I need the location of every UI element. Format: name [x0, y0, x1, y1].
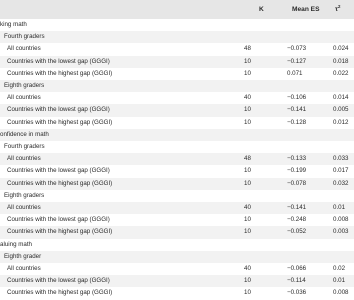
table-row	[0, 214, 354, 226]
row-label: Eighth grader	[4, 252, 42, 260]
cell-k: 10	[244, 106, 251, 114]
cell-k: 40	[244, 204, 251, 211]
cell-tau-squared: 0.01	[333, 204, 346, 211]
cell-k: 40	[244, 94, 251, 102]
header-tau-exponent: 2	[337, 3, 341, 9]
table-row	[0, 178, 354, 190]
row-label: Countries with the highest gap (GGGI)	[7, 179, 113, 187]
cell-k: 10	[244, 289, 251, 297]
cell-tau-squared: 0.003	[333, 228, 349, 236]
cell-mean-es: −0.078	[287, 179, 307, 187]
row-label: Countries with the lowest gap (GGGI)	[7, 167, 110, 175]
cell-mean-es: −0.114	[287, 277, 306, 285]
row-label: All countries	[7, 45, 41, 53]
cell-k: 48	[244, 155, 251, 163]
cell-tau-squared: 0.02	[333, 265, 346, 272]
row-label: Countries with the lowest gap (GGGI)	[7, 277, 110, 285]
cell-tau-squared: 0.018	[333, 57, 349, 65]
table-row	[0, 43, 354, 55]
row-label: aluing math	[0, 240, 32, 248]
row-label: king math	[0, 21, 27, 28]
section-row	[0, 129, 354, 141]
row-label: All countries	[7, 204, 41, 211]
cell-mean-es: −0.248	[287, 216, 307, 224]
cell-mean-es: 0.071	[287, 69, 303, 77]
cell-tau-squared: 0.012	[333, 118, 349, 126]
row-label: Eighth graders	[4, 82, 45, 89]
table-row	[0, 287, 354, 299]
header-k: K	[259, 6, 264, 13]
cell-tau-squared: 0.033	[333, 155, 349, 163]
row-label: All countries	[7, 155, 41, 163]
cell-tau-squared: 0.024	[333, 45, 349, 53]
section-row	[0, 239, 354, 251]
cell-k: 10	[244, 118, 251, 126]
table-row	[0, 104, 354, 116]
row-label: Eighth graders	[4, 191, 45, 199]
cell-mean-es: −0.073	[287, 45, 307, 53]
table-row	[0, 226, 354, 238]
row-label: Countries with the highest gap (GGGI)	[7, 289, 113, 297]
section-row	[0, 19, 354, 31]
row-label: All countries	[7, 94, 41, 102]
row-label: Fourth graders	[4, 143, 45, 150]
subsection-row	[0, 31, 354, 43]
table-row	[0, 165, 354, 177]
cell-k: 40	[244, 265, 251, 272]
cell-mean-es: −0.128	[287, 118, 307, 126]
header-tau-symbol: τ	[335, 6, 338, 13]
cell-tau-squared: 0.008	[333, 289, 349, 297]
cell-tau-squared: 0.014	[333, 94, 349, 102]
row-label: All countries	[7, 265, 41, 272]
cell-k: 10	[244, 167, 251, 175]
subsection-row	[0, 251, 354, 263]
row-label: Fourth graders	[4, 33, 45, 41]
cell-mean-es: −0.127	[287, 57, 307, 65]
table-row	[0, 56, 354, 68]
cell-mean-es: −0.141	[287, 106, 307, 114]
cell-tau-squared: 0.008	[333, 216, 349, 224]
row-label: onfidence in math	[0, 130, 49, 138]
table-row	[0, 92, 354, 104]
cell-mean-es: −0.141	[287, 204, 307, 211]
cell-k: 48	[244, 45, 251, 53]
cell-mean-es: −0.066	[287, 265, 307, 272]
cell-k: 10	[244, 228, 251, 236]
cell-mean-es: −0.106	[287, 94, 307, 102]
row-label: Countries with the lowest gap (GGGI)	[7, 216, 110, 224]
cell-tau-squared: 0.022	[333, 69, 349, 77]
header-mean-es: Mean ES	[292, 6, 320, 13]
row-label: Countries with the lowest gap (GGGI)	[7, 106, 110, 114]
table-row	[0, 117, 354, 129]
cell-k: 10	[244, 57, 251, 65]
row-label: Countries with the lowest gap (GGGI)	[7, 57, 110, 65]
table-row	[0, 153, 354, 165]
subsection-row	[0, 190, 354, 202]
table-row	[0, 202, 354, 214]
cell-tau-squared: 0.017	[333, 167, 349, 175]
cell-tau-squared: 0.032	[333, 179, 349, 187]
header-tau-squared	[335, 0, 340, 19]
cell-mean-es: −0.036	[287, 289, 307, 297]
cell-k: 10	[244, 179, 251, 187]
cell-k: 10	[244, 216, 251, 224]
row-label: Countries with the highest gap (GGGI)	[7, 69, 113, 77]
cell-k: 10	[244, 69, 251, 77]
table-header	[0, 0, 354, 19]
cell-k: 10	[244, 277, 251, 285]
cell-mean-es: −0.052	[287, 228, 307, 236]
cell-tau-squared: 0.01	[333, 277, 346, 285]
table-row	[0, 275, 354, 287]
row-label: Countries with the highest gap (GGGI)	[7, 228, 113, 236]
cell-mean-es: −0.199	[287, 167, 307, 175]
row-label: Countries with the highest gap (GGGI)	[7, 118, 113, 126]
cell-tau-squared: 0.005	[333, 106, 349, 114]
table-row	[0, 263, 354, 275]
subsection-row	[0, 141, 354, 153]
subsection-row	[0, 80, 354, 92]
cell-mean-es: −0.133	[287, 155, 307, 163]
table-row	[0, 68, 354, 80]
